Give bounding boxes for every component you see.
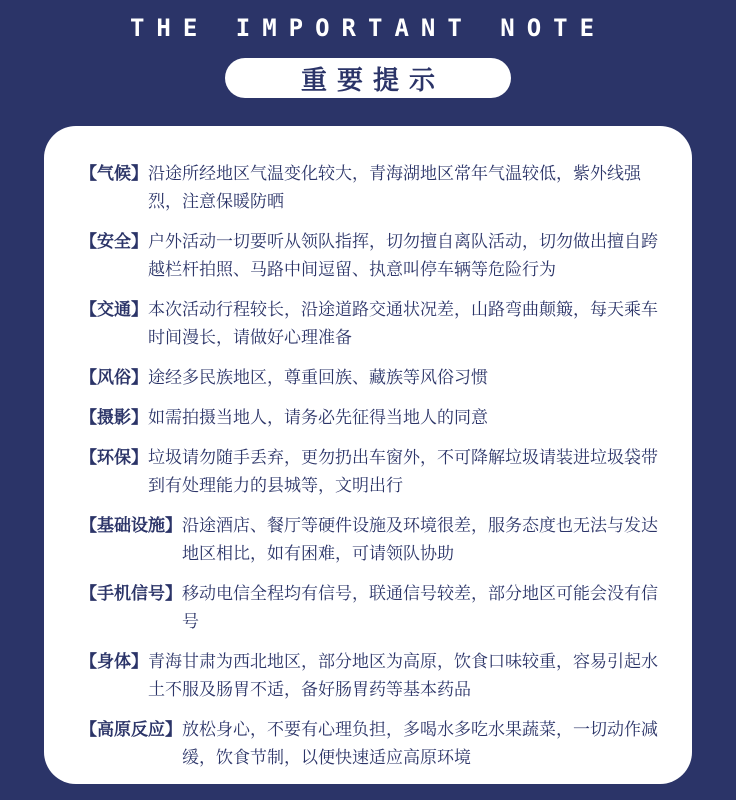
note-text: 移动电信全程均有信号，联通信号较差，部分地区可能会没有信号 [182,584,658,632]
notes-list [80,160,670,784]
note-item-health [80,648,670,704]
notes-card [44,126,692,784]
note-item-customs [80,364,670,392]
note-item-environment [80,444,670,500]
note-item-altitude [80,716,670,772]
note-text: 本次活动行程较长，沿途道路交通状况差，山路弯曲颠簸，每天乘车时间漫长，请做好心理准备 [148,300,658,348]
note-text: 沿途酒店、餐厅等硬件设施及环境很差，服务态度也无法与发达地区相比，如有困难，可请领队协助 [182,516,658,564]
note-tag: 【身体】 [80,652,148,672]
note-tag: 【高原反应】 [80,720,182,740]
note-text: 途经多民族地区，尊重回族、藏族等风俗习惯 [148,368,488,388]
note-item-climate [80,160,670,216]
note-text: 沿途所经地区气温变化较大，青海湖地区常年气温较低，紫外线强烈，注意保暖防晒 [148,164,641,212]
note-item-traffic [80,296,670,352]
note-tag: 【风俗】 [80,368,148,388]
note-item-photography [80,404,670,432]
note-tag: 【交通】 [80,300,148,320]
note-tag: 【安全】 [80,232,148,252]
english-title: THE IMPORTANT NOTE [129,14,607,42]
note-text: 垃圾请勿随手丢弃，更勿扔出车窗外，不可降解垃圾请装进垃圾袋带到有处理能力的县城等，文明出行 [148,448,658,496]
note-item-safety [80,228,670,284]
note-tag: 【基础设施】 [80,516,182,536]
note-text: 放松身心，不要有心理负担，多喝水多吃水果蔬菜，一切动作减缓，饮食节制，以便快速适应高原环境 [182,720,658,768]
title-pill [225,58,511,98]
note-item-phone-signal [80,580,670,636]
note-tag: 【气候】 [80,164,148,184]
note-text: 青海甘肃为西北地区，部分地区为高原，饮食口味较重，容易引起水土不服及肠胃不适，备好肠胃药等基本药品 [148,652,658,700]
note-text: 户外活动一切要听从领队指挥，切勿擅自离队活动，切勿做出擅自跨越栏杆拍照、马路中间逗留、执意叫停车辆等危险行为 [148,232,658,280]
note-tag: 【环保】 [80,448,148,468]
note-text: 如需拍摄当地人，请务必先征得当地人的同意 [148,408,488,428]
note-tag: 【手机信号】 [80,584,182,604]
note-item-infrastructure [80,512,670,568]
chinese-title: 重要提示 [300,65,445,96]
note-tag: 【摄影】 [80,408,148,428]
